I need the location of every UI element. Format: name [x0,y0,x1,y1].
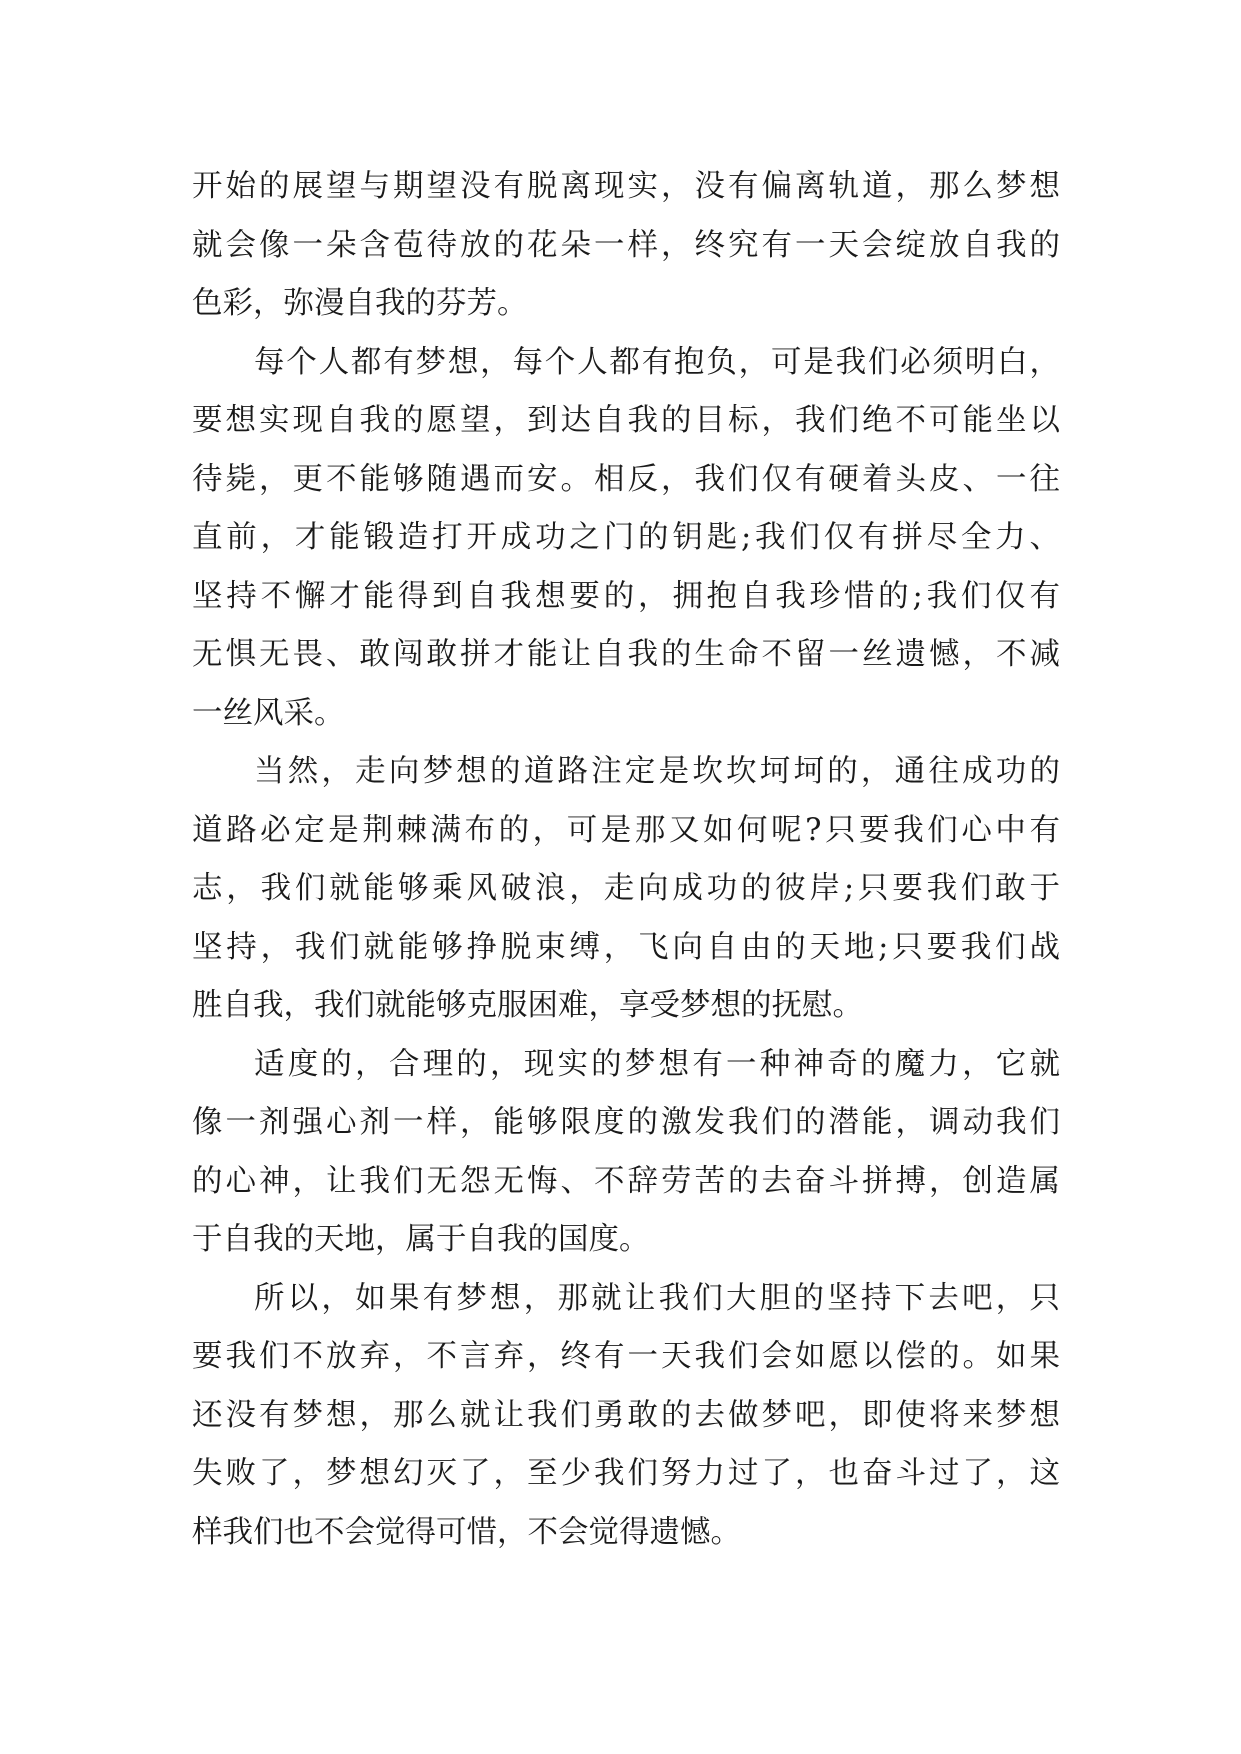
text-line: 样我们也不会觉得可惜，不会觉得遗憾。 [192,1514,741,1550]
text-line: 当然，走向梦想的道路注定是坎坎坷坷的，通往成功的 [254,754,1060,789]
text-line: 直前，才能锻造打开成功之门的钥匙;我们仅有拼尽全力、 [192,520,1060,555]
text-line: 道路必定是荆棘满布的，可是那又如何呢?只要我们心中有 [192,812,1060,848]
text-line: 待毙，更不能够随遇而安。相反，我们仅有硬着头皮、一往 [192,461,1060,497]
text-line: 每个人都有梦想，每个人都有抱负，可是我们必须明白， [254,344,1060,380]
text-line: 要想实现自我的愿望，到达自我的目标，我们绝不可能坐以 [192,403,1060,438]
text-line: 胜自我，我们就能够克服困难，享受梦想的抚慰。 [192,988,863,1023]
text-line: 开始的展望与期望没有脱离现实，没有偏离轨道，那么梦想 [192,169,1060,204]
text-line: 色彩，弥漫自我的芬芳。 [192,286,528,321]
body-text [192,158,1060,1562]
text-line: 失败了，梦想幻灭了，至少我们努力过了，也奋斗过了，这 [192,1456,1060,1491]
text-line: 所以，如果有梦想，那就让我们大胆的坚持下去吧，只 [254,1280,1060,1316]
text-line: 像一剂强心剂一样，能够限度的激发我们的潜能，调动我们 [192,1105,1060,1140]
text-line: 坚持，我们就能够挣脱束缚，飞向自由的天地;只要我们战 [192,929,1060,965]
text-line: 的心神，让我们无怨无悔、不辞劳苦的去奋斗拼搏，创造属 [192,1163,1060,1199]
text-line: 就会像一朵含苞待放的花朵一样，终究有一天会绽放自我的 [192,227,1060,263]
text-line: 无惧无畏、敢闯敢拼才能让自我的生命不留一丝遗憾，不减 [192,637,1060,672]
text-line: 坚持不懈才能得到自我想要的，拥抱自我珍惜的;我们仅有 [192,578,1060,614]
text-line: 要我们不放弃，不言弃，终有一天我们会如愿以偿的。如果 [192,1339,1060,1374]
text-line: 还没有梦想，那么就让我们勇敢的去做梦吧，即使将来梦想 [192,1397,1060,1433]
text-line: 于自我的天地，属于自我的国度。 [192,1222,650,1257]
text-line: 一丝风采。 [192,695,345,731]
text-line: 适度的，合理的，现实的梦想有一种神奇的魔力，它就 [254,1046,1060,1082]
text-line: 志，我们就能够乘风破浪，走向成功的彼岸;只要我们敢于 [192,871,1060,906]
